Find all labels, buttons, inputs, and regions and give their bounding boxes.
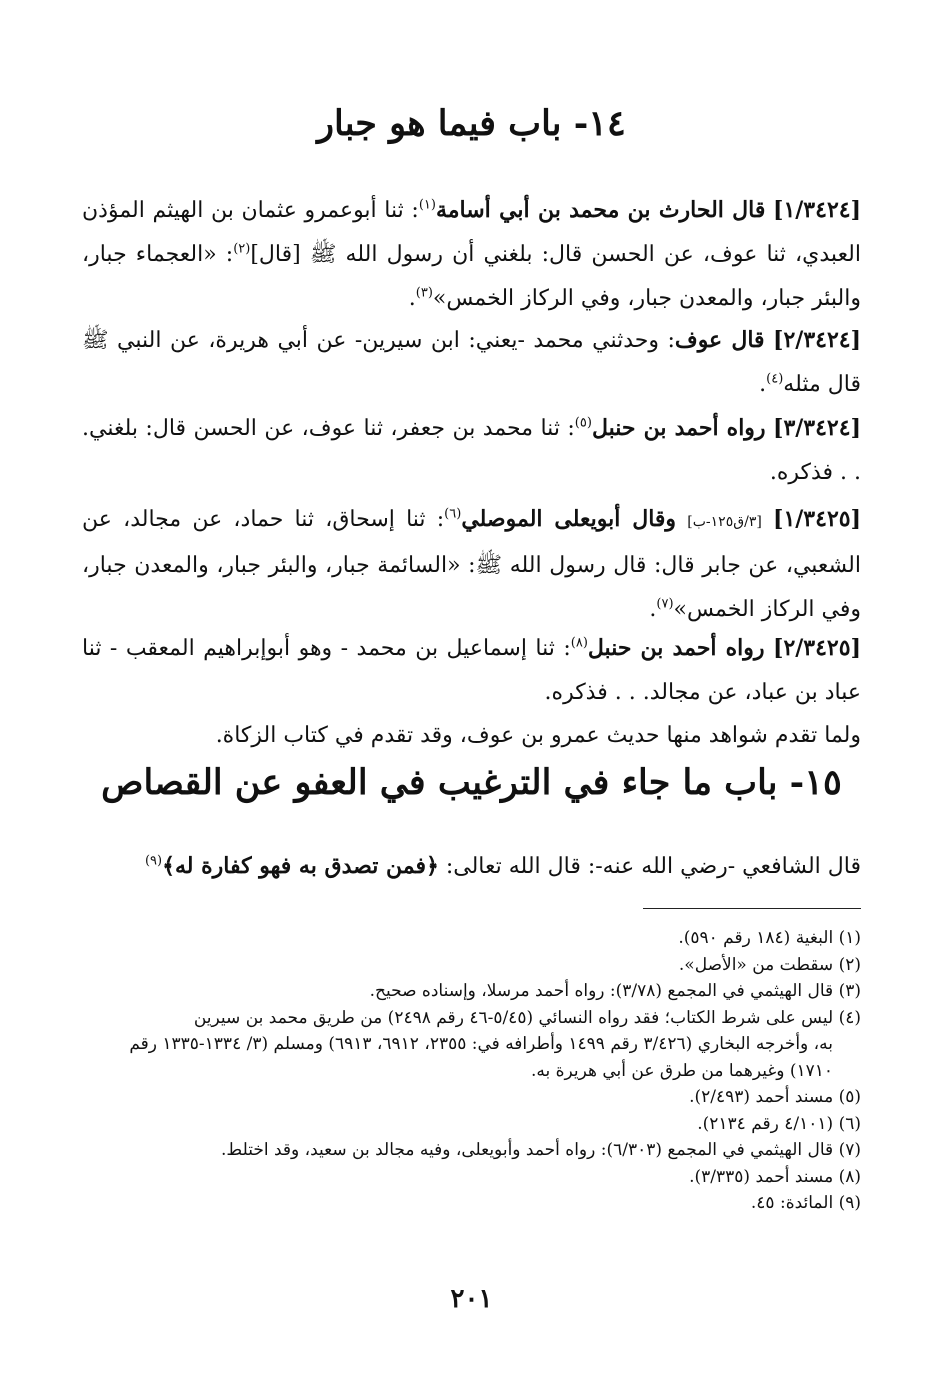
footnote-text: سقطت من «الأصل». <box>678 954 834 975</box>
period: . <box>759 372 767 397</box>
footnote-item <box>82 1137 861 1164</box>
footnote-marker[interactable]: (٥) <box>574 415 592 431</box>
footnote-text: مسند أحمد (٣/٣٣٥). <box>689 1166 834 1187</box>
footnote-item <box>82 925 861 952</box>
footnote-marker[interactable]: (١) <box>418 197 436 213</box>
footnote-marker[interactable]: (٢) <box>233 241 251 257</box>
footnote-text: قال الهيثمي في المجمع (٣/٧٨): رواه أحمد مرسلا، وإسناده صحيح. <box>369 981 834 1001</box>
hadith-text: : ثنا محمد بن جعفر، ثنا عوف، عن الحسن قال: بلغني. . . فذكره. <box>82 416 861 485</box>
hadith-paragraph <box>82 626 861 715</box>
period: . <box>408 286 416 311</box>
footnote-number: (٧) <box>838 1140 861 1160</box>
footnote-item <box>82 978 861 1005</box>
closing-note: ولما تقدم شواهد منها حديث عمرو بن عوف، وقد تقدم في كتاب الزكاة. <box>215 723 861 748</box>
footnote-number: (٥) <box>838 1087 861 1107</box>
footnote-number: (٦) <box>838 1113 861 1134</box>
hadith-ref: [١/٣٤٢٥] <box>773 506 861 532</box>
hadith-speaker: رواه أحمد بن حنبل <box>591 415 766 441</box>
hadith-paragraph <box>82 188 861 321</box>
footnote-text: البغية (١٨٤ رقم ٥٩٠). <box>678 928 834 948</box>
hadith-ref: [١/٣٤٢٤] <box>773 197 861 223</box>
footnote-continuation: به، وأخرجه البخاري (٣/٤٢٦ رقم ١٤٩٩ وأطرافه في: ٢٣٥٥، ٦٩١٢، ٦٩١٣) ومسلم (٣/ ١٣٣٤-١٣٣٥ رقم ١٧١٠) وغيرهما من طرق عن أبي هريرة به. <box>129 1034 833 1081</box>
page-number: ٢٠١ <box>450 1284 493 1314</box>
footnote-divider <box>643 908 861 909</box>
hadith-text: : ثنا إسماعيل بن محمد - وهو أبوإبراهيم المعقب - ثنا عباد بن عباد، عن مجالد. . . فذكره. <box>82 636 861 705</box>
footnote-item <box>82 1111 861 1138</box>
footnote-number: (٤) <box>838 1007 861 1028</box>
footnote-text: (٤/١٠١ رقم ٢١٣٤). <box>697 1113 834 1134</box>
footnote-marker[interactable]: (٦) <box>444 506 462 522</box>
hadith-paragraph <box>82 497 861 632</box>
footnote-text: ليس على شرط الكتاب؛ فقد رواه النسائي (٥/٤٥-٤٦ رقم ٢٤٩٨) من طريق محمد بن سيرين <box>193 1007 834 1028</box>
footnote-number: (٣) <box>838 981 861 1001</box>
footnote-marker[interactable]: (٧) <box>656 596 674 612</box>
hadith-ref: [٢/٣٤٢٤] <box>773 327 862 353</box>
footnotes <box>82 925 861 1217</box>
hadith-paragraph <box>82 318 861 407</box>
period: . <box>649 597 657 622</box>
footnote-item <box>82 952 861 979</box>
hadith-text: : «العجماء جبار، والبئر جبار، والمعدن جبار، وفي الركاز الخمس» <box>82 242 861 311</box>
chapter-15-title: ١٥- باب ما جاء في الترغيب في العفو عن القصاص <box>101 762 842 803</box>
hadith-text: : وحدثني محمد -يعني: ابن سيرين- عن أبي هريرة، عن النبي ﷺ قال مثله <box>82 328 861 397</box>
footnote-number: (٨) <box>838 1166 861 1187</box>
hadith-text: : ثنا إسحاق، ثنا حماد، عن مجالد، عن الشعبي، عن جابر قال: قال رسول الله ﷺ: «السائمة جبار، والبئر جبار، والمعدن جبار، وفي الركاز الخمس» <box>82 507 861 622</box>
footnote-text: المائدة: ٤٥. <box>750 1193 834 1213</box>
footnote-marker[interactable]: (٣) <box>415 285 433 301</box>
intro-text: قال الشافعي -رضي الله عنه-: قال الله تعالى: <box>445 854 861 879</box>
footnote-item <box>82 1190 861 1217</box>
footnote-number: (٩) <box>838 1193 861 1213</box>
hadith-speaker: قال الحارث بن محمد بن أبي أسامة <box>435 197 766 223</box>
manuscript-ref: [٣/ق١٢٥-ب] <box>687 514 762 530</box>
hadith-speaker: رواه أحمد بن حنبل <box>587 635 765 661</box>
chapter-15-intro <box>82 844 861 889</box>
footnote-number: (٢) <box>838 954 861 975</box>
footnote-marker[interactable]: (٤) <box>766 371 784 387</box>
hadith-ref: [٢/٣٤٢٥] <box>773 635 861 661</box>
footnote-item <box>82 1164 861 1191</box>
hadith-speaker: وقال أبويعلى الموصلي <box>461 506 677 532</box>
footnote-item <box>82 1084 861 1111</box>
hadith-ref: [٣/٣٤٢٤] <box>773 415 861 441</box>
hadith-speaker: قال عوف <box>674 327 765 353</box>
quran-quote: ﴿فمن تصدق به فهو كفارة له﴾ <box>162 853 439 879</box>
hadith-text: : ثنا أبوعمرو عثمان بن الهيثم المؤذن العبدي، ثنا عوف، عن الحسن قال: بلغني أن رسول الله ﷺ [قال] <box>82 198 861 267</box>
footnote-text: مسند أحمد (٢/٤٩٣). <box>689 1087 834 1107</box>
footnote-marker[interactable]: (٨) <box>570 635 588 651</box>
footnote-marker[interactable]: (٩) <box>144 853 163 869</box>
footnote-item <box>82 1005 861 1085</box>
hadith-paragraph <box>82 406 861 495</box>
chapter-14-title: ١٤- باب فيما هو جبار <box>317 103 626 144</box>
footnote-text: قال الهيثمي في المجمع (٦/٣٠٣): رواه أحمد وأبويعلى، وفيه مجالد بن سعيد، وقد اختلط. <box>221 1140 834 1160</box>
footnote-number: (١) <box>838 928 861 948</box>
